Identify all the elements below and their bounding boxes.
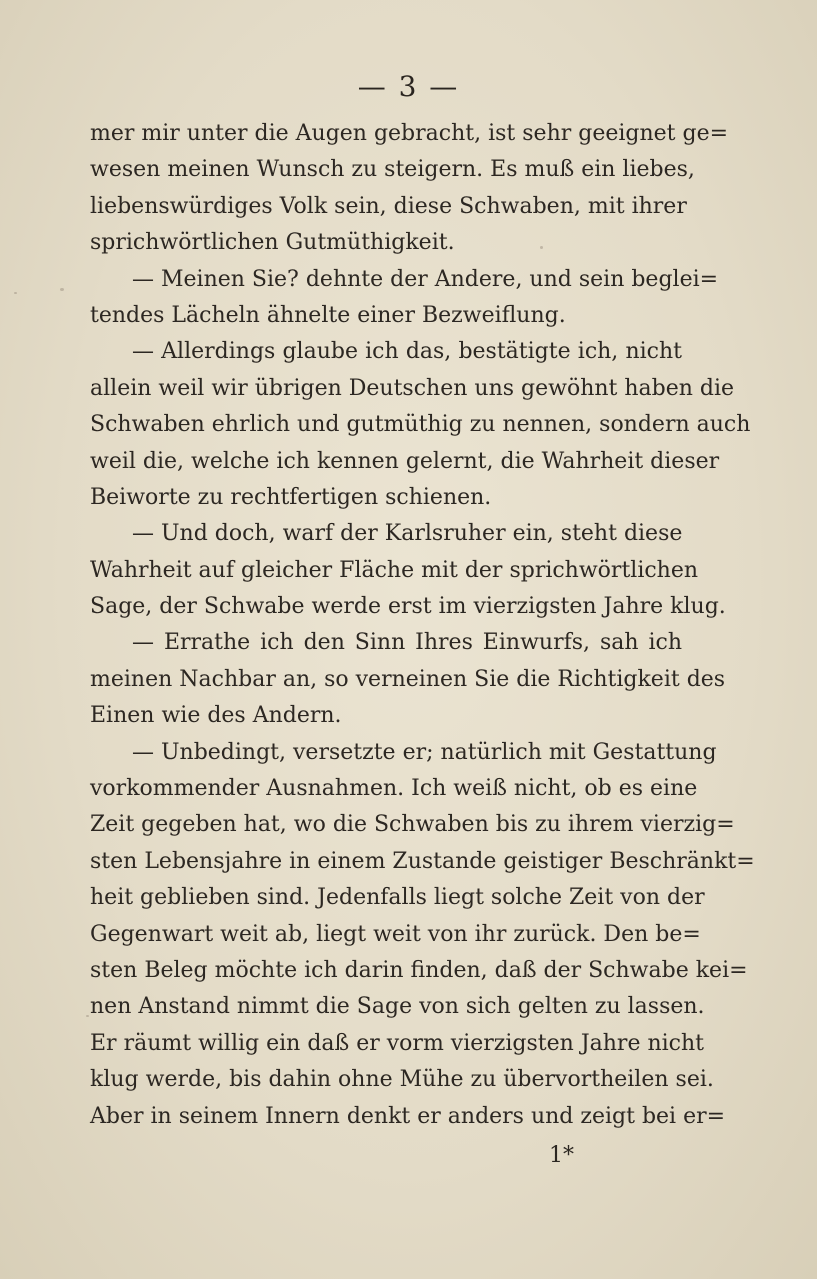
- text-line: Gegenwart weit ab, liegt weit von ihr zurück. Den be=: [90, 921, 701, 947]
- signature-mark: 1*: [549, 1143, 574, 1168]
- page-number: — 3 —: [357, 70, 460, 103]
- text-line: Schwaben ehrlich und gutmüthig zu nennen, sondern auch: [90, 412, 751, 438]
- body-text: [90, 116, 755, 1135]
- text-line: — Meinen Sie? dehnte der Andere, und sein beglei=: [132, 266, 719, 292]
- text-line: allein weil wir übrigen Deutschen uns gewöhnt haben die: [90, 375, 735, 401]
- text-line: weil die, welche ich kennen gelernt, die Wahrheit dieser: [90, 448, 720, 474]
- paper-speck: [540, 246, 543, 249]
- text-line: Sage, der Schwabe werde erst im vierzigsten Jahre klug.: [90, 594, 726, 620]
- text-line: tendes Lächeln ähnelte einer Bezweiflung.: [90, 302, 566, 328]
- text-line: sten Beleg möchte ich darin finden, daß der Schwabe kei=: [90, 957, 748, 983]
- text-line: wesen meinen Wunsch zu steigern. Es muß ein liebes,: [90, 157, 695, 183]
- text-line: — Errathe ich den Sinn Ihres Einwurfs, sah ich: [132, 630, 682, 656]
- text-line: liebenswürdiges Volk sein, diese Schwaben, mit ihrer: [90, 193, 687, 219]
- text-line: sprichwörtlichen Gutmüthigkeit.: [90, 230, 455, 256]
- text-line: — Allerdings glaube ich das, bestätigte ich, nicht: [132, 339, 682, 365]
- text-line: vorkommender Ausnahmen. Ich weiß nicht, ob es eine: [90, 776, 698, 802]
- text-line: Aber in seinem Innern denkt er anders und zeigt bei er=: [90, 1103, 726, 1129]
- text-line: nen Anstand nimmt die Sage von sich gelten zu lassen.: [90, 994, 705, 1020]
- text-line: Wahrheit auf gleicher Fläche mit der sprichwörtlichen: [90, 557, 699, 583]
- text-line: meinen Nachbar an, so verneinen Sie die Richtigkeit des: [90, 666, 726, 692]
- paper-speck: [14, 292, 17, 294]
- text-line: Beiworte zu rechtfertigen schienen.: [90, 484, 492, 510]
- text-line: Einen wie des Andern.: [90, 703, 342, 729]
- text-line: Er räumt willig ein daß er vorm vierzigsten Jahre nicht: [90, 1030, 704, 1056]
- text-line: — Und doch, warf der Karlsruher ein, steht diese: [132, 521, 683, 547]
- text-line: Zeit gegeben hat, wo die Schwaben bis zu ihrem vierzig=: [90, 812, 735, 838]
- paper-speck: [86, 1015, 89, 1017]
- text-line: heit geblieben sind. Jedenfalls liegt solche Zeit von der: [90, 885, 705, 911]
- text-line: — Unbedingt, versetzte er; natürlich mit Gestattung: [132, 739, 717, 765]
- text-line: klug werde, bis dahin ohne Mühe zu übervortheilen sei.: [90, 1067, 714, 1093]
- text-line: sten Lebensjahre in einem Zustande geistiger Beschränkt=: [90, 848, 755, 874]
- text-line: mer mir unter die Augen gebracht, ist sehr geeignet ge=: [90, 121, 729, 146]
- paper-speck: [60, 288, 64, 291]
